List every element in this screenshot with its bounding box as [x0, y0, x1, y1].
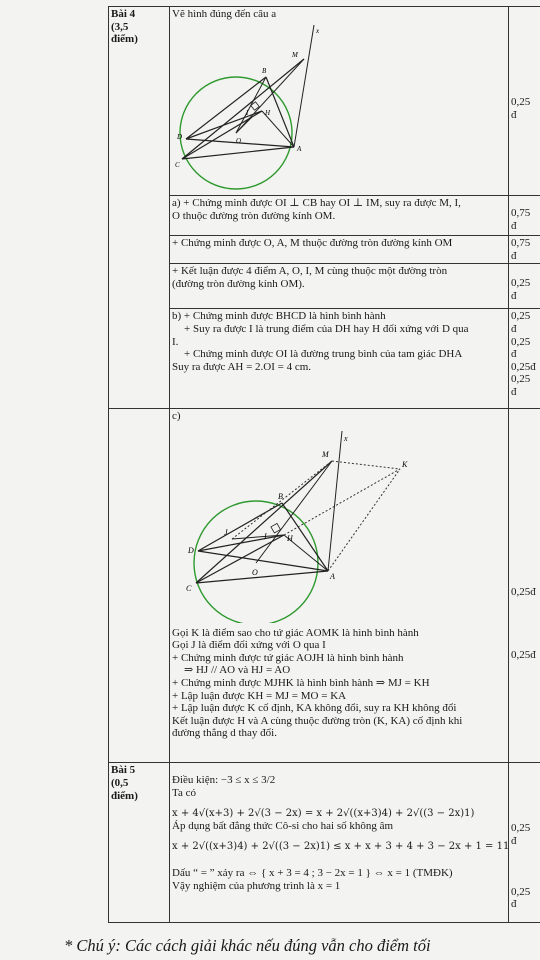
a2-cell	[170, 236, 509, 264]
label-i-c: I	[264, 531, 267, 541]
c-score-cell	[509, 409, 540, 763]
row-figure	[109, 7, 540, 196]
label-b: B	[262, 66, 267, 75]
seg-om	[236, 59, 304, 133]
row-c	[109, 409, 540, 763]
b-score-1: 0,25	[511, 310, 531, 323]
bai4-points-unit: điểm)	[111, 33, 138, 46]
bai5-points: (0,5	[111, 776, 129, 789]
figure-a	[172, 21, 502, 191]
a1-score: 0,75	[511, 207, 531, 220]
b-score-cell	[509, 309, 540, 409]
c-line-1: Gọi K là điểm sao cho tứ giác AOMK là hình bình hành	[172, 626, 419, 639]
row-a2	[109, 236, 540, 264]
bai4-title: Bài 4	[111, 8, 136, 20]
b-line-5: Suy ra được AH = 2.OI = 4 cm.	[172, 360, 312, 373]
bai5-points-unit: điểm)	[111, 789, 138, 802]
b-score-4: 0,25	[511, 373, 531, 386]
label-x-c: x	[344, 433, 348, 443]
label-i: I	[246, 108, 249, 117]
line-x	[294, 25, 314, 147]
c-line-7: + Lập luận được K cố định, KA không đổi, suy ra KH không đổi	[172, 702, 457, 715]
label-d-c: D	[188, 545, 194, 555]
b-cell	[170, 309, 509, 409]
c-label: c)	[172, 410, 181, 423]
a1-line-1: a) + Chứng minh được OI ⊥ CB hay OI ⊥ IM, suy ra được M, I,	[172, 197, 461, 210]
label-c: C	[175, 160, 180, 169]
bai4-cell	[109, 7, 170, 409]
a1-score-cell	[509, 196, 540, 236]
a3-line-1: + Kết luận được 4 điểm A, O, I, M cùng thuộc một đường tròn	[172, 265, 448, 278]
bai5-condition: Điều kiện: −3 ≤ x ≤ 3/2	[172, 774, 276, 787]
draw-label: Vẽ hình đúng đến câu a	[172, 8, 277, 20]
label-b-c: B	[278, 491, 283, 501]
a1-line-2: O thuộc đường tròn đường kính OM.	[172, 209, 336, 222]
a2-score: 0,75	[511, 237, 531, 250]
seg-cm-c	[196, 461, 332, 583]
bai5-line-ta-co: Ta có	[172, 786, 196, 799]
seg-dh	[186, 108, 262, 139]
c-line-6: + Lập luận được KH = MJ = MO = KA	[172, 689, 347, 702]
a3-score-cell	[509, 264, 540, 309]
label-j-c: J	[224, 527, 228, 537]
a2-score-unit: đ	[511, 249, 517, 262]
row-b	[109, 309, 540, 409]
label-m-c: M	[322, 449, 329, 459]
c-line-4: ⇒ HJ // AO và HJ = AO	[184, 664, 291, 677]
a2-line: + Chứng minh được O, A, M thuộc đường tròn đường kính OM	[172, 237, 453, 250]
seg-ba	[266, 77, 294, 147]
bai5-solution-cell	[170, 763, 509, 923]
circle-o-c	[194, 501, 318, 623]
c-line-8: Kết luận được H và A cùng thuộc đường tròn (K, KA) cố định khi	[172, 714, 463, 727]
label-c-c: C	[186, 583, 192, 593]
a3-line-2: (đường tròn đường kính OM).	[172, 277, 305, 290]
line-x-c	[328, 431, 342, 571]
b-line-4: + Chứng minh được OI là đường trung bình của tam giác DHA	[184, 348, 463, 361]
footnote: * Chú ý: Các cách giải khác nếu đúng vẫn cho điểm tối	[64, 936, 431, 955]
label-a: A	[297, 144, 302, 153]
b-score-2: 0,25	[511, 335, 531, 348]
label-k-c: K	[402, 459, 408, 469]
bai5-title: Bài 5	[111, 764, 136, 777]
figure-c	[172, 423, 502, 623]
a3-cell	[170, 264, 509, 309]
label-x: x	[316, 26, 320, 35]
c-line-3: + Chứng minh được tứ giác AOJH là hình bình hành	[172, 651, 404, 664]
a3-score-unit: đ	[511, 289, 517, 302]
a1-cell	[170, 196, 509, 236]
row-a1	[109, 196, 540, 236]
bai5-score-cell	[509, 763, 540, 923]
c-line-2: Gọi J là điểm đối xứng với O qua I	[172, 639, 326, 652]
bai5-cosi: Áp dụng bất đẳng thức Cô-si cho hai số không âm	[172, 820, 394, 833]
score-figure: 0,25	[511, 96, 531, 108]
label-o: O	[236, 136, 242, 145]
row-a3	[109, 264, 540, 309]
c-line-9: đường thẳng d thay đổi.	[172, 727, 277, 740]
b-line-2: + Suy ra được I là trung điểm của DH hay H đối xứng với D qua	[184, 322, 469, 335]
label-o-c: O	[252, 567, 258, 577]
c-line-5: + Chứng minh được MJHK là hình bình hành ⇒ MJ = KH	[172, 676, 430, 689]
score-figure-unit: đ	[511, 108, 517, 121]
seg-ak-c	[328, 469, 400, 571]
c-figure-score: 0,25đ	[511, 586, 536, 599]
bai4-points: (3,5	[111, 20, 129, 33]
a2-score-cell	[509, 236, 540, 264]
label-m: M	[292, 50, 298, 59]
grading-table	[108, 6, 540, 923]
label-h-c: H	[287, 533, 293, 543]
figure-cell	[170, 7, 509, 196]
b-score-3: 0,25đ	[511, 360, 536, 373]
a3-score: 0,25	[511, 277, 531, 290]
seg-mk-c	[332, 461, 400, 469]
bai5-score-1-unit: đ	[511, 834, 517, 847]
b-line-1: b) + Chứng minh được BHCD là hình bình hành	[172, 310, 386, 323]
c-score: 0,25đ	[511, 648, 536, 661]
b-line-3: I.	[172, 335, 179, 348]
bai5-score-2-unit: đ	[511, 898, 517, 911]
bai5-equation-1: x + 4√(x+3) + 2√(3 − 2x) = x + 2√((x+3)4) + 2√((3 − 2x)1)	[172, 807, 475, 819]
figure-score-cell	[509, 7, 540, 196]
b-score-1-unit: đ	[511, 322, 517, 335]
bai5-cell	[109, 763, 170, 923]
bai5-score-2: 0,25	[511, 885, 531, 898]
bai5-equality-case: Dấu “ = ” xảy ra ⇔ { x + 3 = 4 ; 3 − 2x = 1 } ⇔ x = 1 (TMĐK)	[172, 867, 453, 880]
bai5-conclusion: Vậy nghiệm của phương trình là x = 1	[172, 879, 341, 892]
label-d: D	[177, 132, 183, 141]
b-score-2-unit: đ	[511, 348, 517, 361]
a1-score-unit: đ	[511, 219, 517, 232]
seg-cm	[182, 59, 304, 159]
c-cell	[170, 409, 509, 763]
seg-db	[186, 77, 266, 139]
label-a-c: A	[330, 571, 335, 581]
bai5-inequality: x + 2√((x+3)4) + 2√((3 − 2x)1) ≤ x + x + 3 + 4 + 3 − 2x + 1 = 11	[172, 840, 510, 852]
label-h: H	[265, 108, 271, 117]
b-score-4-unit: đ	[511, 385, 517, 398]
bai5-score-1: 0,25	[511, 822, 531, 835]
bai4-c-blank	[109, 409, 170, 763]
row-bai5	[109, 763, 540, 923]
